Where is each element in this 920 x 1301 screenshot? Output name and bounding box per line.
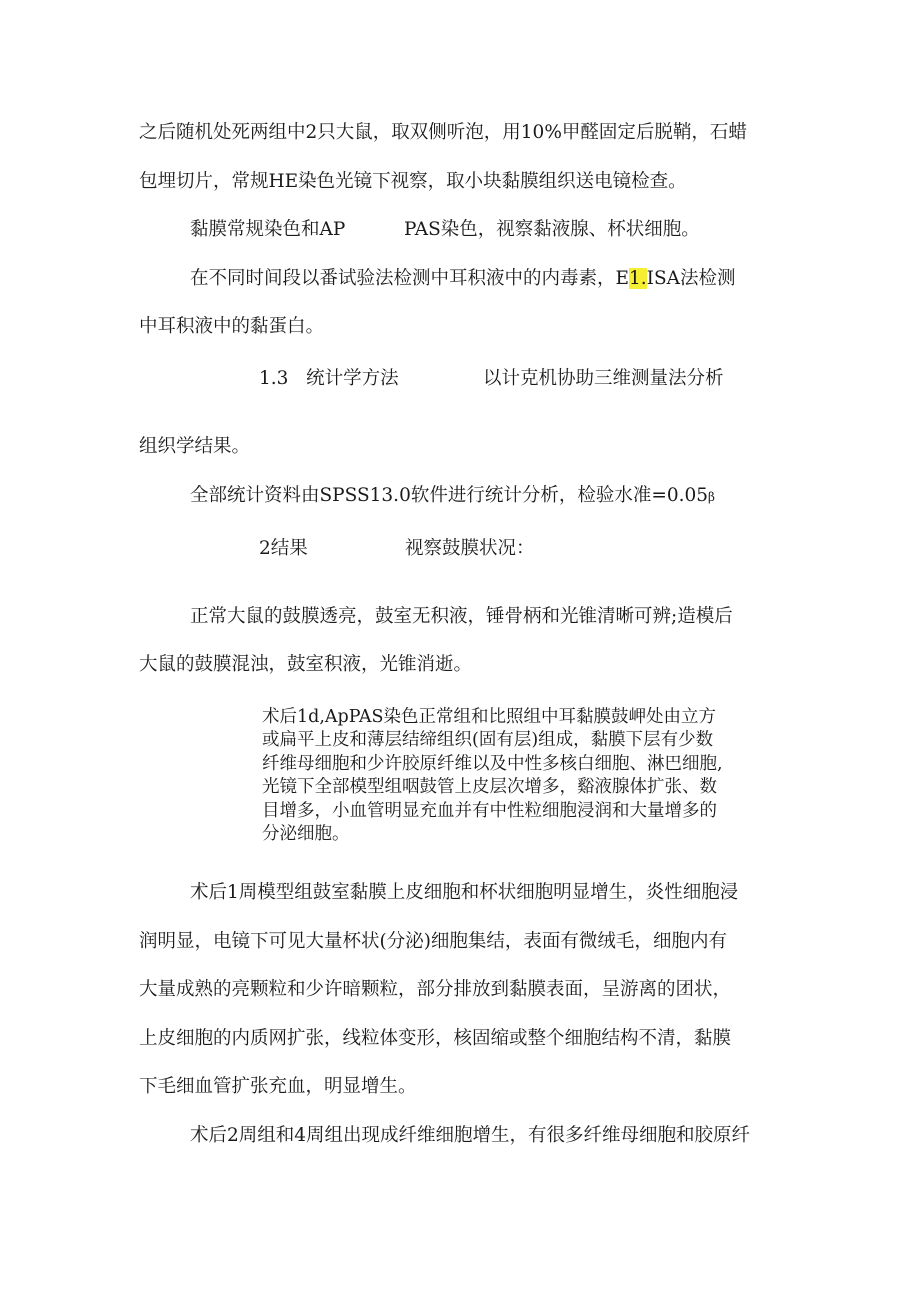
text-run: ISA法检测	[646, 268, 736, 289]
paragraph-line	[190, 270, 736, 289]
paragraph-line: 以计克机协助三维测量法分析	[483, 368, 724, 389]
paragraph-line: 之后随机处死两组中2只大鼠，取双侧听泡，用10%甲醛固定后脱鞘，石蜡	[139, 122, 747, 143]
paragraph-line: 上皮细胞的内质网扩张，线粒体变形，核固缩或整个细胞结构不清，黏膜	[139, 1028, 732, 1049]
paragraph-line: 润明显，电镜下可见大量杯状(分泌)细胞集结，表面有微绒毛，细胞内有	[139, 931, 727, 952]
paragraph-line: 包埋切片，常规HE染色光镜下视察，取小块黏膜组织送电镜检查。	[139, 171, 687, 192]
paragraph-line: 中耳积液中的黏蛋白。	[139, 316, 325, 337]
paragraph-line: 或扁平上皮和薄层结缔组织(固有层)组成，黏膜下层有少数	[262, 730, 714, 751]
paragraph-line: 纤维母细胞和少许胶原纤维以及中性多核白细胞、淋巴细胞,	[262, 753, 723, 774]
section-heading: 1.3 统计学方法	[259, 368, 399, 389]
section-heading: 2结果	[259, 538, 308, 559]
paragraph-line: 目增多，小血管明显充血并有中性粒细胞浸润和大量增多的	[262, 800, 717, 821]
paragraph-line: 下毛细血管扩张充血，明显增生。	[139, 1076, 417, 1097]
paragraph-line: 术后1周模型组鼓室黏膜上皮细胞和杯状细胞明显增生，炎性细胞浸	[190, 882, 739, 903]
paragraph-line: 术后1d,ApPAS染色正常组和比照组中耳黏膜鼓岬处由立方	[262, 707, 717, 727]
paragraph-line: 视察鼓膜状况：	[405, 538, 535, 559]
text-run: 在不同时间段以番试验法检测中耳积液中的内毒素，E	[190, 268, 630, 289]
paragraph-line: 黏膜常规染色和AP	[190, 219, 346, 240]
paragraph-line: PAS染色，视察黏液腺、杯状细胞。	[404, 219, 700, 240]
paragraph-line: 术后2周组和4周组出现成纤维细胞增生，有很多纤维母细胞和胶原纤	[190, 1125, 751, 1146]
paragraph-line	[190, 487, 715, 506]
paragraph-line: 分泌细胞。	[262, 824, 350, 845]
text-run: 全部统计资料由SPSS13.0软件进行统计分析，检验水准=0.05	[190, 485, 709, 506]
paragraph-line: 大鼠的鼓膜混浊，鼓室积液，光锥消逝。	[139, 654, 473, 675]
highlight-mark: 1.	[629, 268, 647, 289]
indented-paragraph	[262, 706, 802, 846]
paragraph-line: 大量成熟的亮颗粒和少许暗颗粒，部分排放到黏膜表面，呈游离的团状，	[139, 979, 732, 1000]
paragraph-line: 组织学结果。	[139, 436, 251, 457]
subscript-symbol: β	[708, 490, 715, 504]
paragraph-line: 光镜下全部模型组咽鼓管上皮层次增多，谿液腺体扩张、数	[262, 777, 717, 798]
paragraph-line: 正常大鼠的鼓膜透亮，鼓室无积液，锤骨柄和光锥清晰可辨;造模后	[190, 606, 733, 627]
